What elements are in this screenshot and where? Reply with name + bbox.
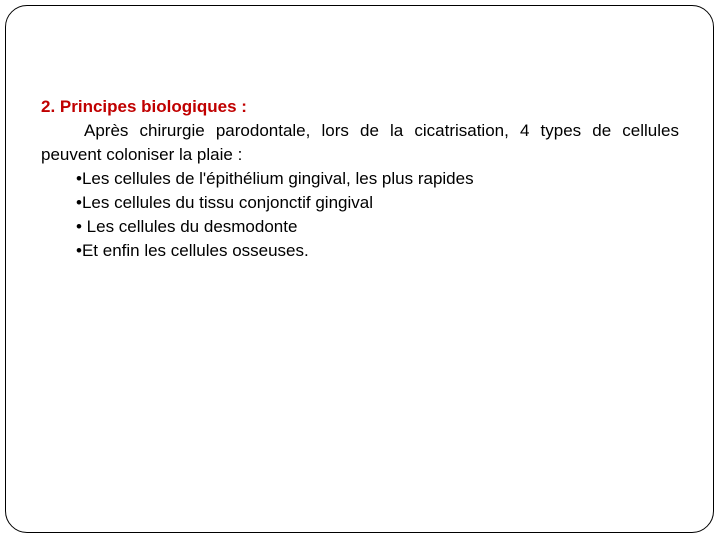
list-item [76, 167, 679, 191]
bullet-icon: • [76, 193, 82, 212]
list-item-text: Les cellules du tissu conjonctif gingival [81, 193, 374, 212]
bullet-icon: • [76, 241, 82, 260]
slide-content [41, 95, 679, 263]
bullet-icon: • [76, 169, 82, 188]
list-item [76, 239, 679, 263]
bullet-icon: • [76, 217, 82, 236]
list-item-text: Et enfin les cellules osseuses. [81, 241, 309, 260]
cell-type-list [41, 167, 679, 263]
list-item-text: Les cellules du desmodonte [81, 217, 298, 236]
intro-paragraph: Après chirurgie parodontale, lors de la cicatrisation, 4 types de cellules peuvent coloniser la plaie : [41, 121, 679, 164]
slide-frame [5, 5, 714, 533]
list-item [76, 215, 679, 239]
list-item [76, 191, 679, 215]
list-item-text: Les cellules de l'épithélium gingival, les plus rapides [81, 169, 474, 188]
section-heading: 2. Principes biologiques : [41, 97, 247, 116]
